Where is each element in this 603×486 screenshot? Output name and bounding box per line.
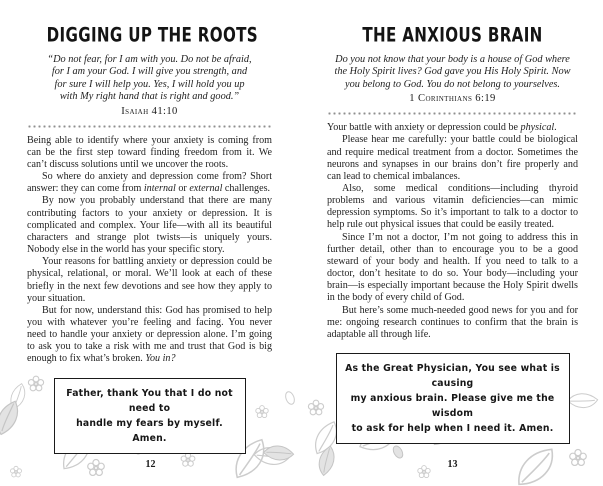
prayer-box-right [336,353,570,444]
scripture-reference-right: 1 Corinthians 6:19 [409,93,496,105]
body-run-italic: physical [520,122,555,134]
scripture-quote-right [327,54,578,91]
page-number-right: 13 [447,459,458,470]
body-run: But for now, understand this: God has promised to help you with whatever you’re feeling and facing. You never need to handle your anxiety or depression alone. I’m going to ask you to take a risk with me and trust that God is big enough to fix what’s broken. [27,304,272,365]
dotted-divider-left [27,125,272,128]
prayer-line: As the Great Physician, You see what is causing [345,363,560,390]
body-paragraph [27,195,272,256]
page-number-left: 12 [145,459,156,470]
dotted-divider-right [327,112,578,115]
body-text-right [327,122,578,341]
body-paragraph [27,305,272,366]
body-run: or [175,183,190,195]
page-right [302,0,603,486]
scripture-line: for I am your God. I will give you strength, and [51,66,248,78]
prayer-line: my anxious brain. Please give me the wisdom [350,393,555,420]
prayer-box-left [54,378,246,454]
body-run: So where do anxiety and depression come from? Short answer: they can come from [27,171,272,195]
body-run: By now you probably understand that there are many contributing factors to your anxiety or depression. It is complicated and complex. Your life—with all its beautiful characters and strange plot twists—is uniquely yours. Nobody else in the world has your specific story. [27,195,272,256]
body-run: Your reasons for battling anxiety or depression could be physical, relational, or moral. We’ll look at each of these briefly in the next few devotions and see how they apply to your situation. [27,256,272,304]
scripture-line: “Do not fear, for I am with you. Do not be afraid, [47,54,252,65]
scripture-reference-left: Isaiah 41:10 [121,105,178,117]
body-paragraph [27,171,272,195]
body-paragraph [27,135,272,171]
prayer-line: handle my fears by myself. Amen. [76,417,223,444]
body-paragraph [327,232,578,305]
scripture-line: with My right hand that is right and good.” [59,91,240,103]
devotion-title-right: THE ANXIOUS BRAIN [362,24,543,48]
page-left [0,0,301,486]
body-run: challenges. [222,183,271,195]
devotion-title-left: DIGGING UP THE ROOTS [46,24,259,48]
body-text-left [27,135,272,366]
body-run: Please hear me carefully: your battle could be biological and require medical treatment from a doctor. Sometimes the neurons and synapses in our brains don’t fire properly and can lead to chemical imbalances. [327,134,578,182]
body-paragraph [27,256,272,305]
body-run: But here’s some much-needed good news for you and for me: ongoing research continues to confirm that the brain is adaptable all through life. [327,304,578,340]
body-run: . [554,122,557,134]
body-paragraph [327,305,578,341]
body-paragraph [327,134,578,183]
body-run-italic: You in? [145,353,176,365]
scripture-line: Do you not know that your body is a house of God where [335,54,570,65]
body-run-italic: internal [143,183,176,195]
scripture-line: you belong to God. You do not belong to yourselves. [345,78,560,90]
body-run-italic: external [189,183,223,195]
prayer-line: Father, thank You that I do not need to [66,387,233,414]
scripture-quote-left [27,54,272,104]
body-paragraph [327,122,578,134]
body-run: Being able to identify where your anxiety is coming from can be the first step toward finding freedom from it. We can’t discuss solutions until we uncover the roots. [27,134,272,170]
body-run: Also, some medical conditions—including thyroid problems and various vitamin deficiencies—can mimic depression symptoms. So it’s important to talk to a doctor to help rule out physical issues that could be easily treated. [327,183,578,231]
body-paragraph [327,183,578,232]
scripture-line: for sure I will help you. Yes, I will hold you up [54,78,245,90]
prayer-line: to ask for help when I need it. Amen. [351,423,554,435]
body-run: Your battle with anxiety or depression could be [327,122,521,134]
body-run: Since I’m not a doctor, I’m not going to address this in further detail, other than to encourage you to be a good steward of your body and health. If you need to talk to a doctor, don’t hesitate to do so. Your body—including your brain—is especially important because the Holy Spirit dwells in the body of every child of God. [327,231,578,304]
scripture-line: the Holy Spirit lives? God gave you His Holy Spirit. Now [334,66,571,78]
